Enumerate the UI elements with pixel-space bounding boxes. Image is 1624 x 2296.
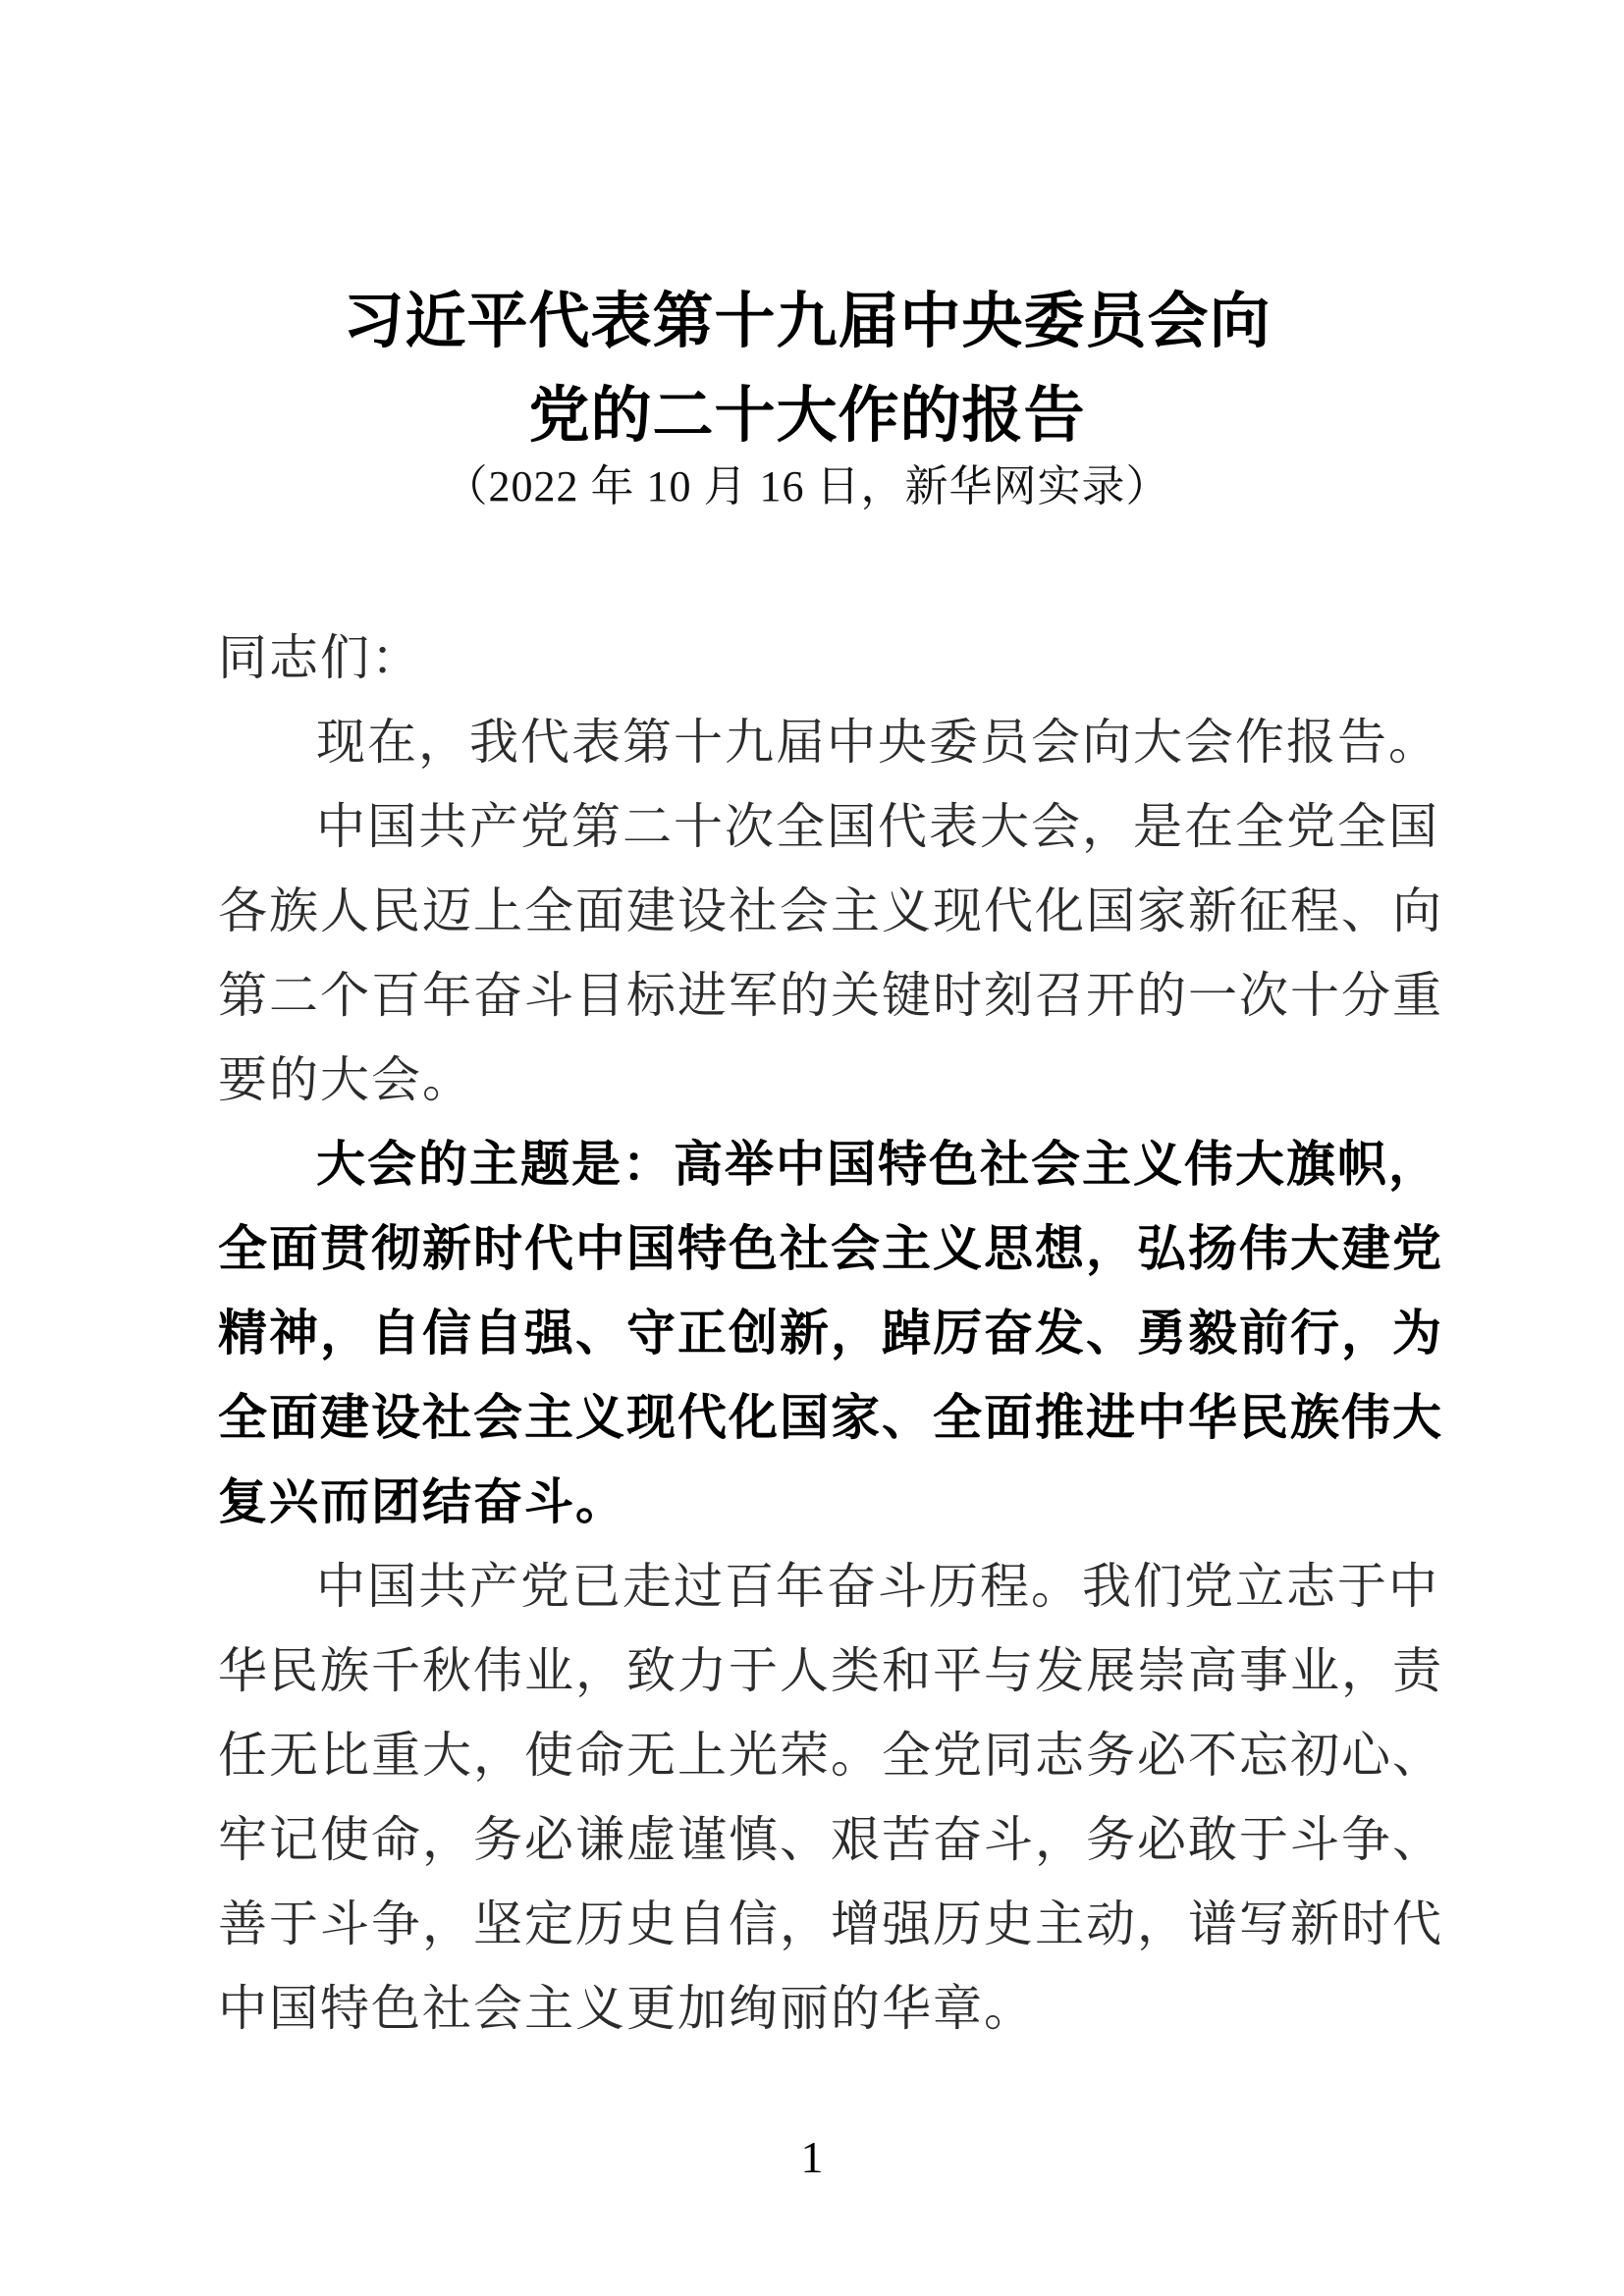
document-subtitle: （2022 年 10 月 16 日，新华网实录）	[444, 462, 1170, 510]
document-body	[218, 615, 1443, 2051]
body-line: 中国共产党已走过百年奋斗历程。我们党立志于中	[316, 1559, 1439, 1614]
body-line: 各族人民迈上全面建设社会主义现代化国家新征程、向	[218, 883, 1443, 938]
page-number: 1	[800, 2132, 824, 2182]
body-line: 同志们：	[218, 630, 422, 685]
body-line-emphasis: 精神，自信自强、守正创新，踔厉奋发、勇毅前行，为	[218, 1306, 1443, 1361]
body-line-emphasis: 全面建设社会主义现代化国家、全面推进中华民族伟大	[218, 1390, 1443, 1445]
body-line: 中国特色社会主义更加绚丽的华章。	[218, 1981, 1035, 2036]
body-line: 现在，我代表第十九届中央委员会向大会作报告。	[316, 715, 1439, 770]
document-title-line-1: 习近平代表第十九届中央委员会向	[343, 289, 1272, 355]
body-line: 中国共产党第二十次全国代表大会，是在全党全国	[316, 799, 1439, 854]
body-line: 华民族千秋伟业，致力于人类和平与发展崇高事业，责	[218, 1643, 1443, 1698]
body-line-emphasis: 大会的主题是：高举中国特色社会主义伟大旗帜，	[316, 1137, 1439, 1192]
body-line-emphasis: 复兴而团结奋斗。	[218, 1474, 626, 1529]
body-line: 第二个百年奋斗目标进军的关键时刻召开的一次十分重	[218, 968, 1443, 1023]
document-title-line-2: 党的二十大作的报告	[528, 383, 1086, 450]
body-line: 任无比重大，使命无上光荣。全党同志务必不忘初心、	[218, 1728, 1443, 1783]
body-line: 善于斗争，坚定历史自信，增强历史主动，谱写新时代	[218, 1896, 1443, 1951]
body-line: 要的大会。	[218, 1052, 473, 1107]
body-line-emphasis: 全面贯彻新时代中国特色社会主义思想，弘扬伟大建党	[218, 1221, 1443, 1276]
body-line: 牢记使命，务必谦虚谨慎、艰苦奋斗，务必敢于斗争、	[218, 1812, 1443, 1867]
